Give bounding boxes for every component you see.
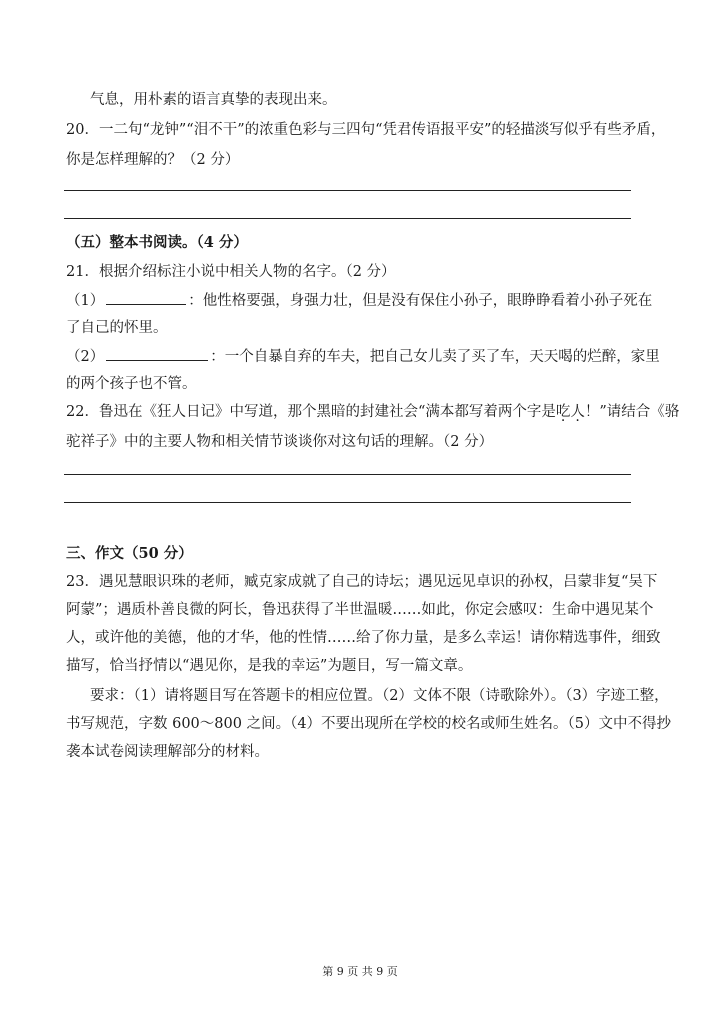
answer-line[interactable] — [64, 190, 631, 191]
requirements-cont: 袭本试卷阅读理解部分的材料。 — [66, 744, 269, 760]
emphasis-char: 人 — [570, 404, 585, 420]
item-text: ：一个自暴自弃的车夫，把自己女儿卖了买了车，天天喝的烂醉，家里 — [210, 349, 660, 365]
question-21-2-cont: 的两个孩子也不管。 — [66, 376, 197, 392]
question-23-cont: 描写，恰当抒情以“遇见你，是我的幸运”为题目，写一篇文章。 — [66, 658, 473, 674]
question-22-cont: 驼祥子》中的主要人物和相关情节谈谈你对这句话的理解。（2 分） — [66, 434, 494, 450]
text-line: 气息，用朴素的语言真挚的表现出来。 — [90, 92, 337, 108]
blank-field[interactable] — [106, 290, 186, 305]
question-21-1 — [66, 290, 652, 311]
question-22 — [66, 402, 679, 422]
question-23-cont: 人，或许他的美德，他的才华，他的性情……给了你力量，是多么幸运！请你精选事件，细致 — [66, 630, 661, 646]
question-22-text-end: ！”请结合《骆 — [584, 404, 680, 420]
item-text: ：他性格要强，身强力壮，但是没有保住小孙子，眼睁睁看着小孙子死在 — [188, 293, 653, 309]
item-number: （1） — [66, 293, 105, 309]
answer-line[interactable] — [64, 218, 631, 219]
question-21-1-cont: 了自己的怀里。 — [66, 320, 168, 336]
question-23: 23．遇见慧眼识珠的老师，臧克家成就了自己的诗坛；遇见远见卓识的孙权，吕蒙非复“吴下 — [66, 574, 658, 590]
answer-line[interactable] — [64, 502, 631, 503]
question-22-text: 22．鲁迅在《狂人日记》中写道，那个黑暗的封建社会“满本都写着两个字是 — [66, 404, 556, 420]
answer-line[interactable] — [64, 474, 631, 475]
question-20: 20．一二句“龙钟”“泪不干”的浓重色彩与三四句“凭君传语报平安”的轻描淡写似乎有些矛盾， — [66, 122, 666, 138]
requirements: 要求：（1）请将题目写在答题卡的相应位置。（2）文体不限（诗歌除外）。（3）字迹工整， — [90, 688, 669, 704]
section-heading: （五）整本书阅读。（4 分） — [66, 234, 248, 251]
question-20-cont: 你是怎样理解的？（2 分） — [66, 152, 240, 168]
page-footer: 第 9 页 共 9 页 — [322, 965, 398, 978]
blank-field[interactable] — [106, 346, 208, 361]
question-21-2 — [66, 346, 660, 367]
section-heading: 三、作文（50 分） — [66, 545, 193, 562]
emphasis-char: 吃 — [555, 404, 571, 420]
requirements-cont: 书写规范，字数 600～800 之间。（4）不要出现所在学校的校名或师生姓名。（5）文中不得抄 — [66, 716, 672, 732]
item-number: （2） — [66, 349, 105, 365]
question-23-cont: 阿蒙”；遇质朴善良微的阿长，鲁迅获得了半世温暖……如此，你定会感叹：生命中遇见某个 — [66, 602, 654, 618]
question-21: 21．根据介绍标注小说中相关人物的名字。（2 分） — [66, 264, 396, 280]
